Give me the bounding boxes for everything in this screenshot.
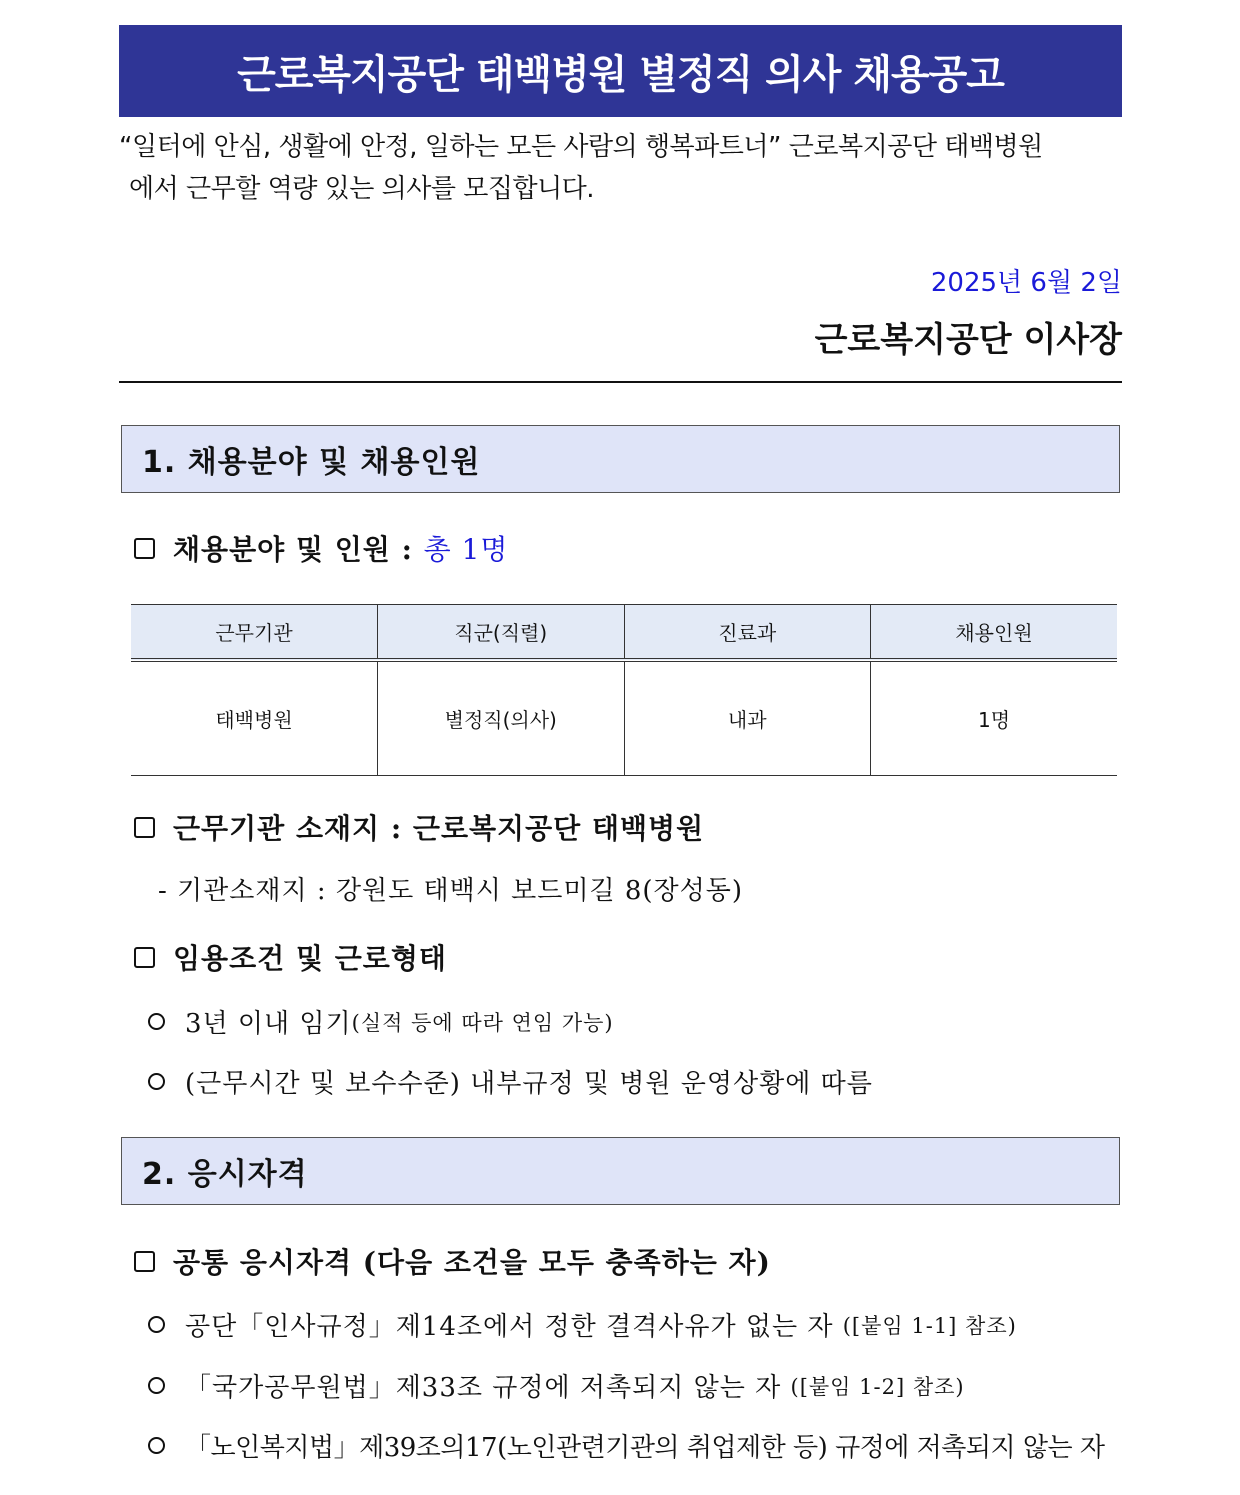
checkbox-square-icon	[134, 538, 155, 559]
page-title: 근로복지공단 태백병원 별정직 의사 채용공고	[237, 51, 1004, 98]
circle-bullet-icon	[148, 1316, 165, 1333]
recruitment-table	[131, 604, 1117, 776]
terms-item-1-main: 3년 이내 임기	[185, 1009, 352, 1039]
circle-bullet-icon	[148, 1073, 165, 1090]
table-cell: 별정직(의사)	[378, 660, 625, 776]
field-line	[134, 528, 508, 568]
location-detail: - 기관소재지 : 강원도 태백시 보드미길 8(장성동)	[158, 876, 744, 906]
location-label: 근무기관 소재지 : 근로복지공단 태백병원	[173, 812, 705, 845]
table-header-row	[131, 605, 1117, 661]
intro-line-2: 에서 근무할 역량 있는 의사를 모집합니다.	[129, 174, 595, 204]
table-header: 직군(직렬)	[378, 605, 625, 661]
table-row	[131, 660, 1117, 776]
section-1-title: 1. 채용분야 및 채용인원	[142, 445, 481, 480]
terms-label: 임용조건 및 근로형태	[173, 942, 447, 975]
checkbox-square-icon	[134, 817, 155, 838]
terms-item-2-text: (근무시간 및 보수수준) 내부규정 및 병원 운영상황에 따름	[185, 1069, 873, 1099]
section-1-header	[121, 425, 1120, 493]
qual-item-2-note: ([붙임 1-2] 참조)	[790, 1374, 965, 1399]
terms-item-2	[148, 1063, 873, 1100]
intro-paragraph	[119, 126, 1122, 210]
qual-item-3	[148, 1427, 1105, 1464]
qual-item-1-note: ([붙임 1-1] 참조)	[842, 1313, 1017, 1338]
field-label: 채용분야 및 인원 :	[173, 533, 413, 566]
section-2-header	[121, 1137, 1120, 1205]
circle-bullet-icon	[148, 1013, 165, 1030]
checkbox-square-icon	[134, 947, 155, 968]
common-qual-line	[134, 1241, 771, 1281]
signer: 근로복지공단 이사장	[814, 320, 1122, 360]
circle-bullet-icon	[148, 1437, 165, 1454]
terms-item-1	[148, 1003, 614, 1040]
announcement-date: 2025년 6월 2일	[930, 268, 1122, 298]
terms-line	[134, 937, 447, 977]
title-banner	[119, 25, 1122, 117]
terms-item-1-note: (실적 등에 따라 연임 가능)	[351, 1010, 614, 1035]
qual-item-3-text: 「노인복지법」제39조의17(노인관련기관의 취업제한 등) 규정에 저촉되지 않는 자	[185, 1433, 1105, 1463]
qual-item-2	[148, 1367, 965, 1404]
table-cell: 내과	[624, 660, 871, 776]
section-2-title: 2. 응시자격	[142, 1157, 308, 1192]
table-header: 근무기관	[131, 605, 378, 661]
location-line	[134, 807, 704, 847]
table-header: 진료과	[624, 605, 871, 661]
intro-line-1: “일터에 안심, 생활에 안정, 일하는 모든 사람의 행복파트너” 근로복지공단 태백병원	[119, 132, 1043, 162]
table-header: 채용인원	[871, 605, 1118, 661]
common-qual-label: 공통 응시자격 (다음 조건을 모두 충족하는 자)	[173, 1246, 771, 1279]
table-cell: 태백병원	[131, 660, 378, 776]
table-cell: 1명	[871, 660, 1118, 776]
circle-bullet-icon	[148, 1377, 165, 1394]
qual-item-1-main: 공단「인사규정」제14조에서 정한 결격사유가 없는 자	[185, 1312, 834, 1342]
qual-item-2-main: 「국가공무원법」제33조 규정에 저촉되지 않는 자	[185, 1373, 782, 1403]
field-total: 총 1명	[423, 533, 509, 566]
divider	[119, 381, 1122, 383]
checkbox-square-icon	[134, 1251, 155, 1272]
qual-item-1	[148, 1306, 1017, 1343]
